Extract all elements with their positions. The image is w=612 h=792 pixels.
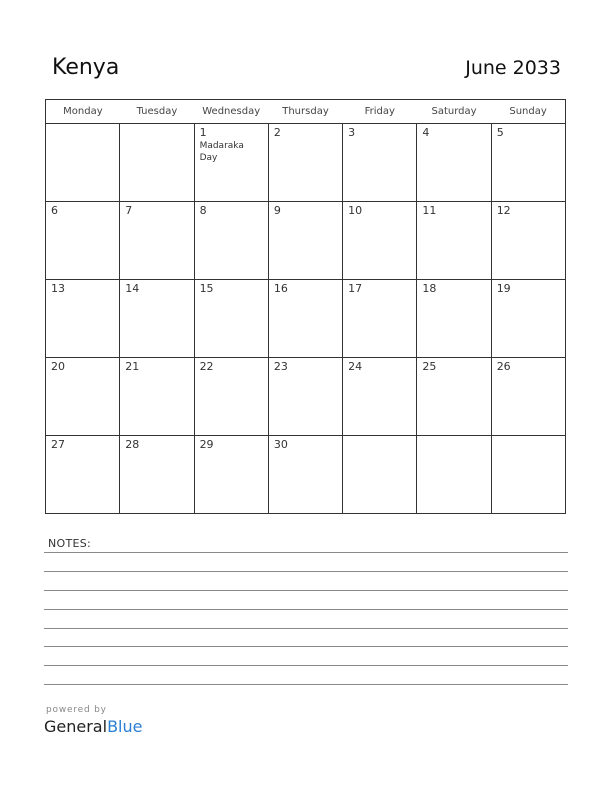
powered-by-text: powered by — [46, 705, 107, 715]
day-number: 3 — [348, 126, 356, 139]
day-cell — [491, 436, 565, 514]
day-number: 15 — [199, 282, 214, 295]
note-line — [44, 609, 568, 610]
notes-label: NOTES: — [48, 537, 92, 550]
day-cell — [46, 358, 120, 436]
day-number: 17 — [348, 282, 363, 295]
day-cell — [120, 124, 194, 202]
week-row — [46, 436, 566, 514]
day-cell — [120, 202, 194, 280]
day-cell — [491, 202, 565, 280]
day-cell — [343, 202, 417, 280]
month-year-title: June 2033 — [465, 57, 561, 79]
day-cell — [120, 358, 194, 436]
week-row — [46, 280, 566, 358]
day-number: 16 — [273, 282, 288, 295]
generalblue-logo — [44, 717, 142, 736]
day-cell — [417, 202, 491, 280]
day-number: 18 — [422, 282, 437, 295]
note-line — [44, 684, 568, 685]
weekday-header: Saturday — [417, 100, 491, 124]
day-cell — [46, 280, 120, 358]
weekday-header-row — [46, 100, 566, 124]
country-title: Kenya — [52, 55, 120, 80]
week-row — [46, 202, 566, 280]
day-cell — [46, 436, 120, 514]
logo-text-general: General — [44, 717, 108, 736]
day-number: 24 — [348, 360, 363, 373]
week-row — [46, 358, 566, 436]
day-number: 29 — [199, 438, 214, 451]
day-number: 20 — [51, 360, 65, 373]
day-number: 26 — [496, 360, 511, 373]
day-number: 13 — [51, 282, 65, 295]
day-cell — [417, 124, 491, 202]
day-cell — [343, 124, 417, 202]
day-number: 23 — [273, 360, 288, 373]
note-line — [44, 590, 568, 591]
day-number: 21 — [125, 360, 140, 373]
day-cell — [120, 280, 194, 358]
day-cell — [343, 436, 417, 514]
day-cell — [417, 436, 491, 514]
day-number: 10 — [348, 204, 363, 217]
day-cell — [343, 280, 417, 358]
day-number: 12 — [496, 204, 511, 217]
weekday-header: Friday — [343, 100, 417, 124]
note-line — [44, 646, 568, 647]
day-cell — [194, 124, 268, 202]
day-cell — [194, 436, 268, 514]
day-number: 22 — [199, 360, 214, 373]
day-number: 9 — [273, 204, 281, 217]
day-number: 25 — [422, 360, 437, 373]
day-number: 2 — [273, 126, 281, 139]
note-line — [44, 571, 568, 572]
day-cell — [268, 202, 342, 280]
day-cell — [417, 280, 491, 358]
day-number: 8 — [199, 204, 207, 217]
weekday-header: Thursday — [268, 100, 342, 124]
weekday-header: Sunday — [491, 100, 565, 124]
day-cell — [120, 436, 194, 514]
day-number: 28 — [125, 438, 140, 451]
day-number: 5 — [496, 126, 504, 139]
day-cell — [268, 436, 342, 514]
day-cell — [194, 358, 268, 436]
day-cell — [46, 202, 120, 280]
calendar-grid — [45, 99, 566, 514]
day-cell — [46, 124, 120, 202]
day-cell — [268, 358, 342, 436]
note-line — [44, 552, 568, 553]
day-cell — [268, 280, 342, 358]
day-cell — [194, 202, 268, 280]
weekday-header: Monday — [46, 100, 120, 124]
day-cell — [268, 124, 342, 202]
day-cell — [417, 358, 491, 436]
weekday-header: Wednesday — [194, 100, 268, 124]
day-number: 6 — [51, 204, 58, 217]
holiday-label: Madaraka Day — [199, 141, 244, 163]
week-row — [46, 124, 566, 202]
day-number: 27 — [51, 438, 65, 451]
day-number: 7 — [125, 204, 133, 217]
day-number: 19 — [496, 282, 511, 295]
day-cell — [491, 358, 565, 436]
weekday-header: Tuesday — [120, 100, 194, 124]
day-number: 1 — [199, 126, 207, 139]
day-number: 11 — [422, 204, 437, 217]
note-line — [44, 665, 568, 666]
day-number: 30 — [273, 438, 288, 451]
day-number: 4 — [422, 126, 430, 139]
logo-text-blue: Blue — [107, 717, 143, 736]
day-number: 14 — [125, 282, 140, 295]
day-cell — [343, 358, 417, 436]
note-line — [44, 628, 568, 629]
day-cell — [491, 124, 565, 202]
day-cell — [491, 280, 565, 358]
day-cell — [194, 280, 268, 358]
